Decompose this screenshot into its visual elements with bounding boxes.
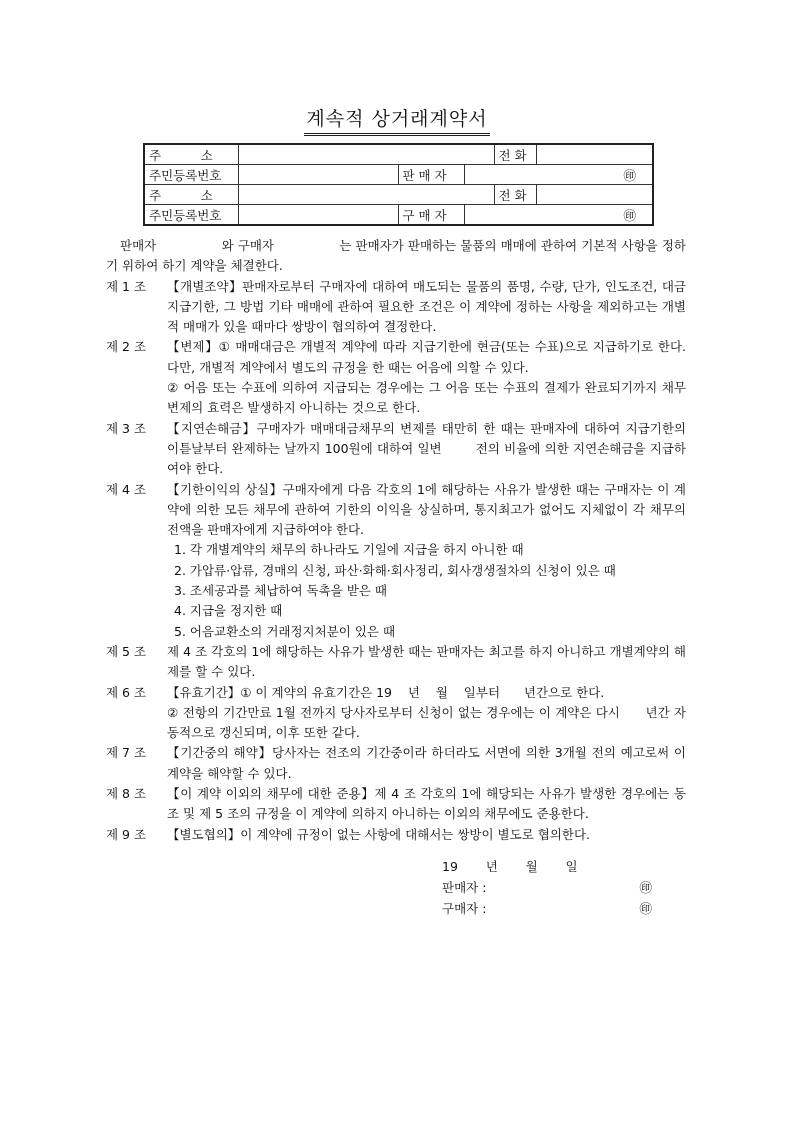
article-item: 3. 조세공과를 체납하여 독촉을 받은 때 (174, 583, 387, 599)
seller-seal-mark: ㊞ (639, 880, 652, 895)
buyer-signature-row (442, 898, 662, 919)
seller-label: 판 매 자 (398, 165, 464, 185)
article-text: 【유효기간】① 이 계약의 유효기간은 19 년 월 일부터 년간으로 한다. (167, 684, 605, 700)
buyer-label: 구 매 자 (398, 205, 464, 226)
article-9 (106, 825, 686, 845)
article-item: 4. 지급을 정지한 때 (174, 603, 283, 619)
article-text: 【별도협의】이 계약에 규정이 없는 사항에 대해서는 쌍방이 별도로 협의한다. (167, 826, 591, 842)
seller-address-label: 주 소 (144, 144, 238, 165)
article-text: 【변제】① 매매대금은 개별적 계약에 따라 지급기한에 현금(또는 수표)으로 지급하기로 한다. 다만, 개별적 계약에서 별도의 규정을 한 때는 어음에 의할 수 있다. (167, 339, 686, 375)
article-text-2: ② 전항의 기간만료 1월 전까지 당사자로부터 신청이 없는 경우에는 이 계약은 다시 년간 자동적으로 갱신되며, 이후 또한 같다. (167, 704, 686, 741)
signature-block (442, 856, 662, 919)
seller-id-field[interactable] (238, 165, 398, 185)
seller-id-label: 주민등록번호 (144, 165, 238, 185)
buyer-address-row (144, 185, 653, 205)
article-1 (106, 277, 686, 338)
article-number: 제 9 조 (106, 826, 147, 842)
buyer-id-label: 주민등록번호 (144, 205, 238, 226)
article-number: 제 2 조 (106, 339, 147, 355)
article-2 (106, 337, 686, 418)
document-title: 계속적 상거래계약서 (0, 104, 794, 136)
article-7 (106, 743, 686, 784)
article-number: 제 4 조 (106, 481, 147, 497)
seller-id-row (144, 165, 653, 185)
article-text: 【이 계약 이외의 채무에 대한 준용】제 4 조 각호의 1에 해당되는 사유가 발생한 경우에는 동조 및 제 5 조의 규정을 이 계약에 의하지 아니하는 이외의 채무에도 준용한다. (167, 786, 686, 822)
article-text: 【개별조약】판매자로부터 구매자에 대하여 매도되는 물품의 품명, 수량, 단가, 인도조건, 대금지급기한, 그 방법 기타 매매에 관하여 필요한 조건은 이 계약에 정하는 사항을 제외하고는 개별적 매매가 있을 때마다 쌍방이 협의하여 결정한다. (167, 278, 686, 335)
article-number: 제 7 조 (106, 745, 147, 761)
article-item: 5. 어음교환소의 거래정지처분이 있은 때 (174, 623, 396, 639)
buyer-signature-label: 구매자 : (442, 901, 487, 916)
article-6 (106, 683, 686, 744)
article-item: 2. 가압류·압류, 경매의 신청, 파산·화해·회사정리, 회사갱생절차의 신청이 있은 때 (174, 562, 616, 578)
seller-signature-label: 판매자 : (442, 880, 487, 895)
buyer-id-field[interactable] (238, 205, 398, 226)
party-info-table (143, 143, 654, 226)
article-8 (106, 784, 686, 825)
seller-address-field[interactable] (238, 144, 494, 165)
article-number: 제 5 조 (106, 643, 147, 659)
signature-date: 19 년 월 일 (442, 859, 578, 874)
buyer-address-label: 주 소 (144, 185, 238, 205)
article-number: 제 8 조 (106, 786, 147, 802)
article-number: 제 1 조 (106, 278, 147, 294)
intro-paragraph: 판매자 와 구매자 는 판매자가 판매하는 물품의 매매에 관하여 기본적 사항을 정하기 위하여 하기 계약을 체결한다. (106, 238, 686, 274)
article-number: 제 6 조 (106, 684, 147, 700)
contract-body (106, 236, 690, 845)
article-text: 【기간중의 해약】당사자는 전조의 기간중이라 하더라도 서면에 의한 3개월 전의 예고로써 이 계약을 해약할 수 있다. (167, 745, 686, 781)
buyer-seal: ㊞ (464, 205, 653, 226)
buyer-id-row (144, 205, 653, 226)
article-text: 【기한이익의 상실】구매자에게 다음 각호의 1에 해당하는 사유가 발생한 때는 구매자는 이 계약에 의한 모든 채무에 관하여 기한의 이익을 상실하며, 통지최고가 없어도 지체없이 각 채무의 전액을 판매자에게 지급하여야 한다. (167, 481, 686, 538)
buyer-seal-mark: ㊞ (639, 901, 652, 916)
seller-phone-label: 전 화 (494, 144, 536, 165)
article-text-2: ② 어음 또는 수표에 의하여 지급되는 경우에는 그 어음 또는 수표의 결제가 완료되기까지 채무변제의 효력은 발생하지 아니하는 것으로 한다. (167, 380, 686, 416)
seller-signature-row (442, 877, 662, 898)
article-number: 제 3 조 (106, 420, 147, 436)
article-text: 제 4 조 각호의 1에 해당하는 사유가 발생한 때는 판매자는 최고를 하지 아니하고 개별계약의 해제를 할 수 있다. (167, 643, 686, 680)
buyer-phone-label: 전 화 (494, 185, 536, 205)
article-text: 【지연손해금】구매자가 매매대금채무의 변제를 태만히 한 때는 판매자에 대하여 지급기한의 이튿날부터 완제하는 날까지 100원에 대하여 일변 전의 비율에 의한 지연손해금을 지급하여야 한다. (167, 420, 690, 477)
seller-address-row (144, 144, 653, 165)
article-5 (106, 642, 686, 683)
article-3 (106, 419, 690, 480)
seller-seal: ㊞ (464, 165, 653, 185)
buyer-address-field[interactable] (238, 185, 494, 205)
article-item: 1. 각 개별계약의 채무의 하나라도 기일에 지급을 하지 아니한 때 (174, 542, 524, 558)
buyer-phone-field[interactable] (536, 185, 653, 205)
article-4 (106, 480, 686, 642)
seller-phone-field[interactable] (536, 144, 653, 165)
